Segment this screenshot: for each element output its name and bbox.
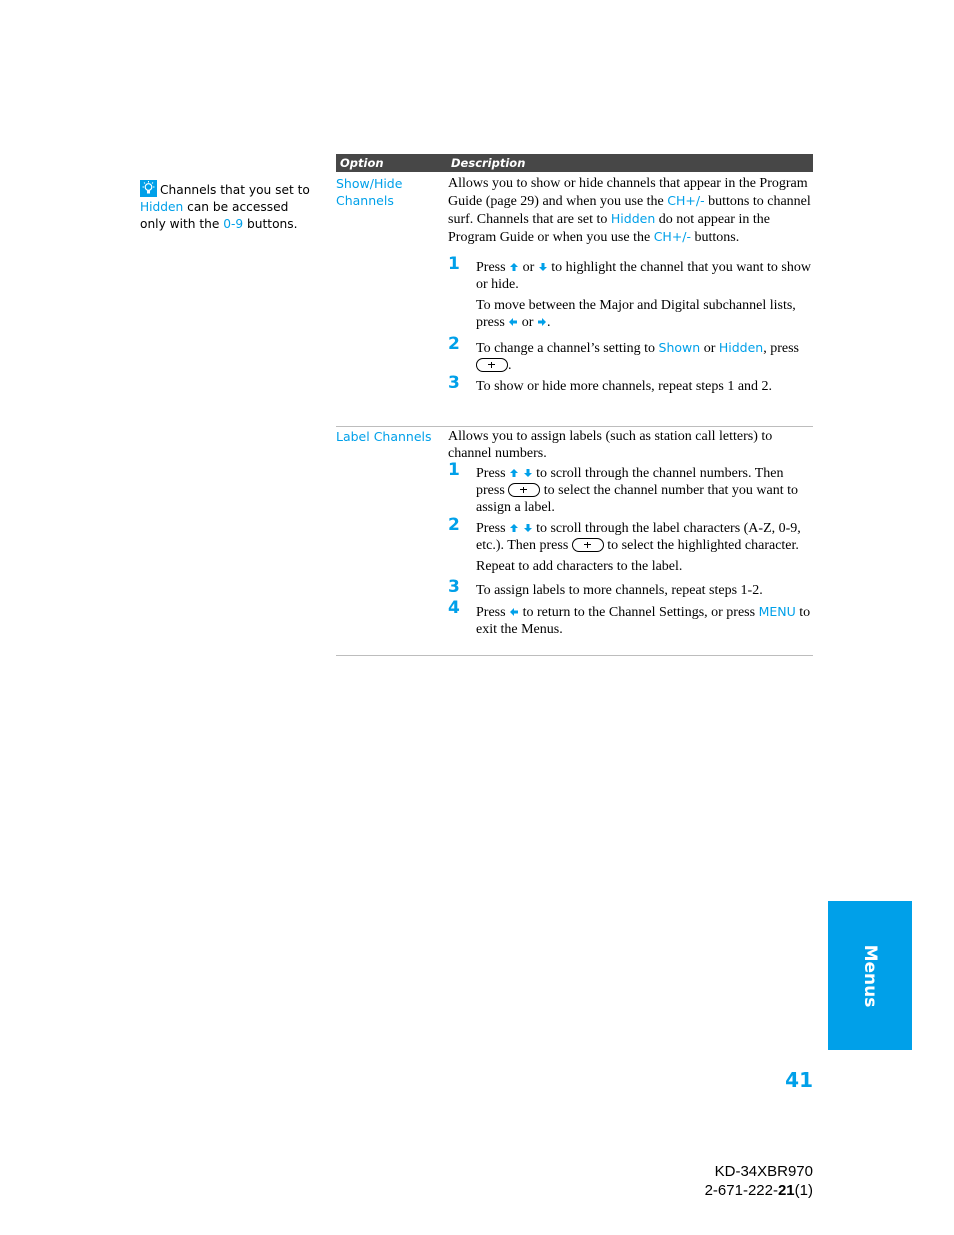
step-text: Press — [476, 260, 510, 275]
step-text: to exit the Menus. — [476, 605, 811, 637]
step-text: To show or hide more channels, repeat steps 1 and 2. — [476, 379, 773, 394]
model-info — [705, 1162, 813, 1200]
step — [448, 460, 813, 516]
header-description: Description — [451, 156, 526, 170]
hidden-term: Hidden — [718, 340, 764, 355]
desc-text: buttons. — [691, 230, 740, 245]
desc-text: do not appear in the Program Guide or when you use the — [448, 212, 770, 245]
step-note: or — [518, 315, 537, 330]
step-text: or — [700, 341, 719, 356]
part-number-prefix: 2-671-222- — [704, 1182, 778, 1199]
step-text: , press — [763, 341, 799, 356]
step-text: Press — [476, 605, 510, 620]
part-number-bold: 21 — [777, 1182, 795, 1199]
step — [448, 598, 813, 638]
step-text: to scroll through the channel numbers. Then press — [476, 466, 784, 498]
option-label-channels: Label Channels — [336, 429, 432, 444]
step-note: . — [546, 315, 551, 330]
arrow-left-icon — [508, 317, 518, 327]
enter-button-icon — [508, 483, 540, 497]
arrow-up-icon — [509, 468, 519, 478]
option-show-hide: Show/Hide Channels — [336, 176, 403, 208]
hidden-term: Hidden — [610, 211, 656, 226]
step-number: 2 — [448, 334, 460, 354]
menu-term: MENU — [758, 604, 796, 619]
step-text: to return to the Channel Settings, or press — [519, 605, 759, 620]
step-text: Press — [476, 466, 510, 481]
step-text: Press — [476, 521, 510, 536]
step-text: to scroll through the label characters (A-Z, 0-9, etc.). Then press — [476, 521, 801, 553]
tip-keys-term: 0-9 — [223, 217, 244, 231]
arrow-up-icon — [509, 262, 519, 272]
step-note: To move between the Major and Digital subchannel lists, press — [476, 298, 796, 330]
step — [448, 577, 813, 599]
step-number: 3 — [448, 373, 460, 393]
enter-button-icon — [572, 538, 604, 552]
arrow-up-icon — [509, 523, 519, 533]
description-label-channels — [448, 428, 813, 638]
tip-text: can be accessed only with the — [140, 200, 289, 231]
desc-text: Allows you to assign labels (such as station call letters) to channel numbers. — [448, 429, 773, 461]
arrow-down-icon — [523, 468, 533, 478]
step-text: to select the highlighted character. — [603, 538, 799, 553]
step — [448, 334, 813, 374]
table-header — [336, 154, 813, 172]
step-number: 4 — [448, 598, 460, 618]
ch-term: CH+/- — [667, 193, 705, 208]
step-text: to select the channel number that you want to assign a label. — [476, 483, 799, 515]
step-number: 2 — [448, 515, 460, 535]
step-text: to highlight the channel that you want to show or hide. — [476, 260, 811, 292]
step-text: To assign labels to more channels, repeat steps 1-2. — [476, 583, 763, 598]
step-number: 3 — [448, 577, 460, 597]
arrow-left-icon — [509, 607, 519, 617]
arrow-down-icon — [538, 262, 548, 272]
shown-term: Shown — [658, 340, 701, 355]
lightbulb-icon — [140, 180, 157, 197]
options-table — [336, 154, 813, 656]
tip-hidden-term: Hidden — [140, 200, 184, 214]
description-show-hide — [448, 175, 813, 395]
table-row — [336, 427, 813, 656]
desc-text: Allows you to show or hide channels that appear in the Program Guide (page 29) and when you use the — [448, 176, 808, 209]
arrow-right-icon — [537, 317, 547, 327]
desc-text: buttons to channel surf. Channels that are set to — [448, 194, 811, 227]
step-note: Repeat to add characters to the label. — [476, 559, 683, 574]
enter-button-icon — [476, 358, 508, 372]
model-number: KD-34XBR970 — [714, 1163, 813, 1180]
tip-text: buttons. — [243, 217, 298, 231]
section-tab-label: Menus — [860, 944, 880, 1007]
step — [448, 254, 813, 331]
step — [448, 515, 813, 575]
step-text: or — [519, 260, 538, 275]
part-number — [705, 1181, 813, 1200]
step — [448, 373, 813, 395]
step-text: . — [508, 358, 512, 373]
step-number: 1 — [448, 254, 460, 274]
ch-term: CH+/- — [653, 229, 692, 244]
header-option: Option — [340, 156, 384, 170]
table-row — [336, 172, 813, 427]
arrow-down-icon — [523, 523, 533, 533]
page-number: 41 — [785, 1068, 813, 1092]
step-number: 1 — [448, 460, 460, 480]
step-text: To change a channel’s setting to — [476, 341, 659, 356]
tip-text: Channels that you set to — [160, 183, 310, 197]
section-tab-menus — [828, 901, 912, 1050]
tip-note — [140, 180, 310, 233]
part-number-suffix: (1) — [794, 1182, 813, 1199]
